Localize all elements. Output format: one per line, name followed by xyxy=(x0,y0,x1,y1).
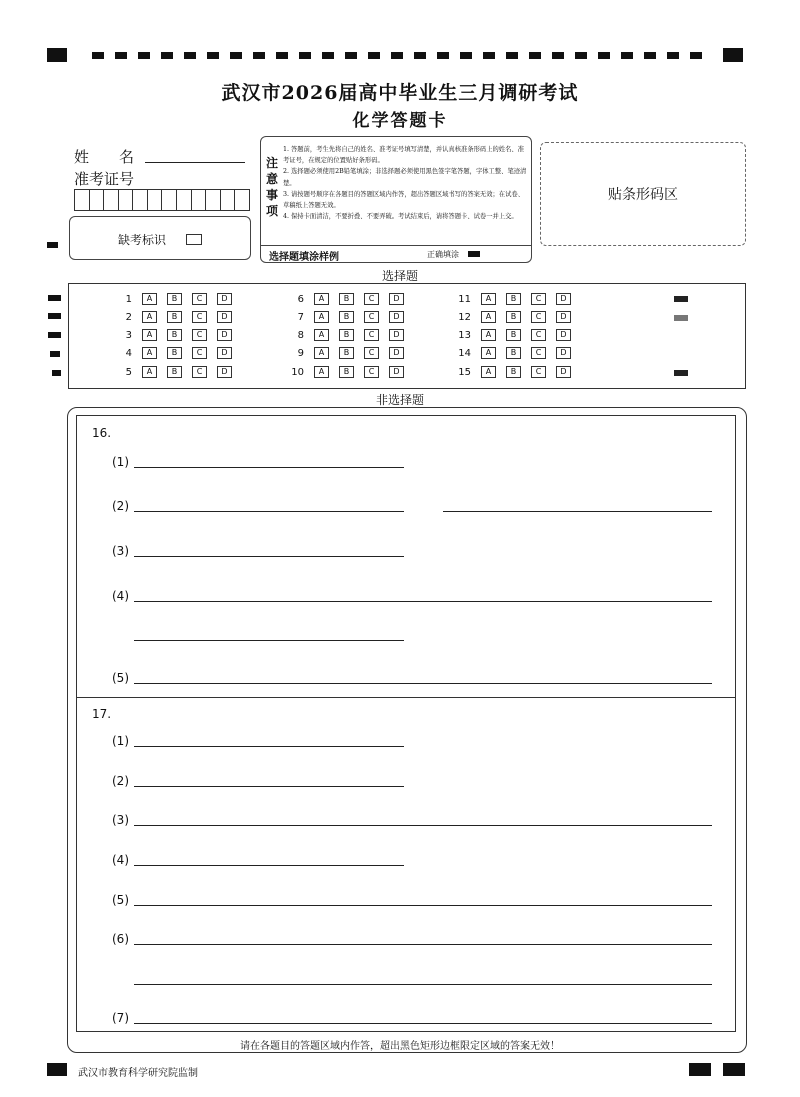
option-b-bubble[interactable]: B xyxy=(339,329,354,341)
option-a-bubble[interactable]: A xyxy=(481,366,496,378)
option-d-bubble[interactable]: D xyxy=(556,311,571,323)
answer-line[interactable] xyxy=(134,786,404,787)
option-d-bubble[interactable]: D xyxy=(217,293,232,305)
row-marker xyxy=(674,296,688,302)
option-d-bubble[interactable]: D xyxy=(389,347,404,359)
sub-question-label: (4) xyxy=(112,589,129,603)
option-c-bubble[interactable]: C xyxy=(531,347,546,359)
option-d-bubble[interactable]: D xyxy=(217,329,232,341)
timing-mark xyxy=(52,370,61,376)
option-d-bubble[interactable]: D xyxy=(556,329,571,341)
option-d-bubble[interactable]: D xyxy=(556,293,571,305)
option-b-bubble[interactable]: B xyxy=(167,366,182,378)
answer-line[interactable] xyxy=(134,467,404,468)
answer-line[interactable] xyxy=(134,556,404,557)
answer-line[interactable] xyxy=(134,984,712,985)
correct-fill-label: 正确填涂 xyxy=(427,250,459,259)
timing-mark xyxy=(689,1063,711,1076)
choice-question: 6 A B C D xyxy=(282,292,414,306)
sub-question-label: (5) xyxy=(112,671,129,685)
choice-question: 8 A B C D xyxy=(282,328,414,342)
exam-title: 武汉市2026届高中毕业生三月调研考试 xyxy=(221,82,579,104)
sub-question-label: (2) xyxy=(112,774,129,788)
timing-mark xyxy=(47,242,58,248)
notice-heading: 注意事项 xyxy=(266,156,279,218)
answer-line[interactable] xyxy=(134,640,404,641)
timing-mark xyxy=(723,1063,745,1076)
option-a-bubble[interactable]: A xyxy=(314,311,329,323)
choice-section-title: 选择题 xyxy=(381,269,418,283)
answer-line[interactable] xyxy=(443,511,712,512)
fill-sample-row xyxy=(261,245,531,262)
choice-question: 5 A B C D xyxy=(110,365,242,379)
row-marker xyxy=(674,315,688,321)
timing-mark xyxy=(50,351,60,357)
sub-question-label: (7) xyxy=(112,1011,129,1025)
question-number: 17. xyxy=(92,707,112,721)
timing-mark xyxy=(47,48,67,62)
option-d-bubble[interactable]: D xyxy=(217,311,232,323)
option-a-bubble[interactable]: A xyxy=(314,329,329,341)
option-a-bubble[interactable]: A xyxy=(142,311,157,323)
answer-line[interactable] xyxy=(134,511,404,512)
option-c-bubble[interactable]: C xyxy=(192,293,207,305)
barcode-area-label: 贴条形码区 xyxy=(608,187,678,203)
option-b-bubble[interactable]: B xyxy=(506,293,521,305)
card-subtitle: 化学答题卡 xyxy=(352,111,448,131)
notice-item: 4. 保持卡面清洁，不要折叠、不要弄破。考试结束后，请将答题卡、试卷一并上交。 xyxy=(283,213,518,221)
answer-area-footnote: 请在各题目的答题区域内作答，超出黑色矩形边框限定区域的答案无效！ xyxy=(240,1041,560,1052)
option-a-bubble[interactable]: A xyxy=(481,293,496,305)
footer-supervisor: 武汉市教育科学研究院监制 xyxy=(78,1068,198,1079)
notice-item: 1. 答题前，考生先将自己的姓名、准考证号填写清楚，并认真核准条形码上的姓名、准考证号，在规定的位置贴好条形码。 xyxy=(283,146,524,165)
question-number: 16. xyxy=(92,426,112,440)
timing-mark xyxy=(723,48,743,62)
option-c-bubble[interactable]: C xyxy=(192,366,207,378)
option-d-bubble[interactable]: D xyxy=(389,329,404,341)
notice-item: 2. 选择题必须使用2B铅笔填涂；非选择题必须使用黑色签字笔答题，字体工整、笔迹清楚。 xyxy=(283,168,527,187)
option-a-bubble[interactable]: A xyxy=(481,329,496,341)
timing-mark xyxy=(48,295,61,301)
timing-mark xyxy=(48,313,61,319)
option-b-bubble[interactable]: B xyxy=(167,293,182,305)
option-b-bubble[interactable]: B xyxy=(339,347,354,359)
timing-mark xyxy=(48,332,61,338)
option-c-bubble[interactable]: C xyxy=(364,293,379,305)
notice-list xyxy=(283,144,527,222)
option-a-bubble[interactable]: A xyxy=(142,293,157,305)
choice-question: 13 A B C D xyxy=(449,328,581,342)
option-b-bubble[interactable]: B xyxy=(167,347,182,359)
option-b-bubble[interactable]: B xyxy=(167,329,182,341)
nonchoice-section-title: 非选择题 xyxy=(375,393,424,407)
answer-line[interactable] xyxy=(134,825,712,826)
correct-fill-sample xyxy=(468,251,480,257)
answer-line[interactable] xyxy=(134,865,404,866)
choice-question: 9 A B C D xyxy=(282,346,414,360)
option-b-bubble[interactable]: B xyxy=(506,366,521,378)
choice-question: 14 A B C D xyxy=(449,346,581,360)
option-c-bubble[interactable]: C xyxy=(192,311,207,323)
option-c-bubble[interactable]: C xyxy=(364,311,379,323)
name-field[interactable] xyxy=(145,162,245,163)
option-d-bubble[interactable]: D xyxy=(556,366,571,378)
sub-question-label: (2) xyxy=(112,499,129,513)
answer-line[interactable] xyxy=(134,1023,712,1024)
option-c-bubble[interactable]: C xyxy=(531,329,546,341)
option-a-bubble[interactable]: A xyxy=(314,293,329,305)
option-b-bubble[interactable]: B xyxy=(506,329,521,341)
sub-question-label: (3) xyxy=(112,813,129,827)
answer-line[interactable] xyxy=(134,944,712,945)
option-c-bubble[interactable]: C xyxy=(364,329,379,341)
option-a-bubble[interactable]: A xyxy=(481,347,496,359)
option-a-bubble[interactable]: A xyxy=(142,329,157,341)
name-label: 姓 名 xyxy=(74,148,135,166)
missing-exam-label: 缺考标识 xyxy=(118,233,167,247)
row-marker xyxy=(674,370,688,376)
option-a-bubble[interactable]: A xyxy=(314,347,329,359)
question-divider xyxy=(76,697,736,698)
nonchoice-answer-area xyxy=(76,415,736,1032)
sub-question-label: (6) xyxy=(112,932,129,946)
barcode-area xyxy=(540,142,746,246)
sub-question-label: (5) xyxy=(112,893,129,907)
answer-line[interactable] xyxy=(134,683,712,684)
choice-question: 10 A B C D xyxy=(282,365,414,379)
option-b-bubble[interactable]: B xyxy=(339,366,354,378)
option-d-bubble[interactable]: D xyxy=(389,293,404,305)
option-c-bubble[interactable]: C xyxy=(531,293,546,305)
option-d-bubble[interactable]: D xyxy=(556,347,571,359)
option-b-bubble[interactable]: B xyxy=(339,293,354,305)
choice-question: 3 A B C D xyxy=(110,328,242,342)
option-c-bubble[interactable]: C xyxy=(192,347,207,359)
option-d-bubble[interactable]: D xyxy=(217,366,232,378)
option-d-bubble[interactable]: D xyxy=(389,366,404,378)
option-b-bubble[interactable]: B xyxy=(167,311,182,323)
option-d-bubble[interactable]: D xyxy=(389,311,404,323)
missing-exam-box xyxy=(69,216,251,260)
choice-question: 2 A B C D xyxy=(110,310,242,324)
option-c-bubble[interactable]: C xyxy=(192,329,207,341)
option-a-bubble[interactable]: A xyxy=(481,311,496,323)
answer-line[interactable] xyxy=(134,905,712,906)
notice-box xyxy=(260,136,532,263)
fill-sample-label: 选择题填涂样例 xyxy=(269,252,339,263)
sub-question-label: (1) xyxy=(112,734,129,748)
answer-line[interactable] xyxy=(134,601,712,602)
sub-question-label: (4) xyxy=(112,853,129,867)
option-a-bubble[interactable]: A xyxy=(314,366,329,378)
option-a-bubble[interactable]: A xyxy=(142,366,157,378)
answer-line[interactable] xyxy=(134,746,404,747)
option-c-bubble[interactable]: C xyxy=(531,311,546,323)
sub-question-label: (3) xyxy=(112,544,129,558)
option-b-bubble[interactable]: B xyxy=(506,311,521,323)
missing-exam-checkbox[interactable] xyxy=(186,234,202,245)
choice-question: 7 A B C D xyxy=(282,310,414,324)
choice-question: 4 A B C D xyxy=(110,346,242,360)
option-c-bubble[interactable]: C xyxy=(364,347,379,359)
choice-question: 12 A B C D xyxy=(449,310,581,324)
choice-question: 11 A B C D xyxy=(449,292,581,306)
id-number-boxes[interactable] xyxy=(74,189,250,211)
option-d-bubble[interactable]: D xyxy=(217,347,232,359)
option-a-bubble[interactable]: A xyxy=(142,347,157,359)
option-b-bubble[interactable]: B xyxy=(339,311,354,323)
option-c-bubble[interactable]: C xyxy=(364,366,379,378)
option-c-bubble[interactable]: C xyxy=(531,366,546,378)
choice-question: 15 A B C D xyxy=(449,365,581,379)
sub-question-label: (1) xyxy=(112,455,129,469)
option-b-bubble[interactable]: B xyxy=(506,347,521,359)
notice-item: 3. 请按题号顺序在各题目的答题区域内作答，超出答题区域书写的答案无效；在试卷、草稿纸上答题无效。 xyxy=(283,190,524,210)
timing-mark xyxy=(47,1063,67,1076)
id-label: 准考证号 xyxy=(74,170,135,188)
choice-question: 1 A B C D xyxy=(110,292,242,306)
